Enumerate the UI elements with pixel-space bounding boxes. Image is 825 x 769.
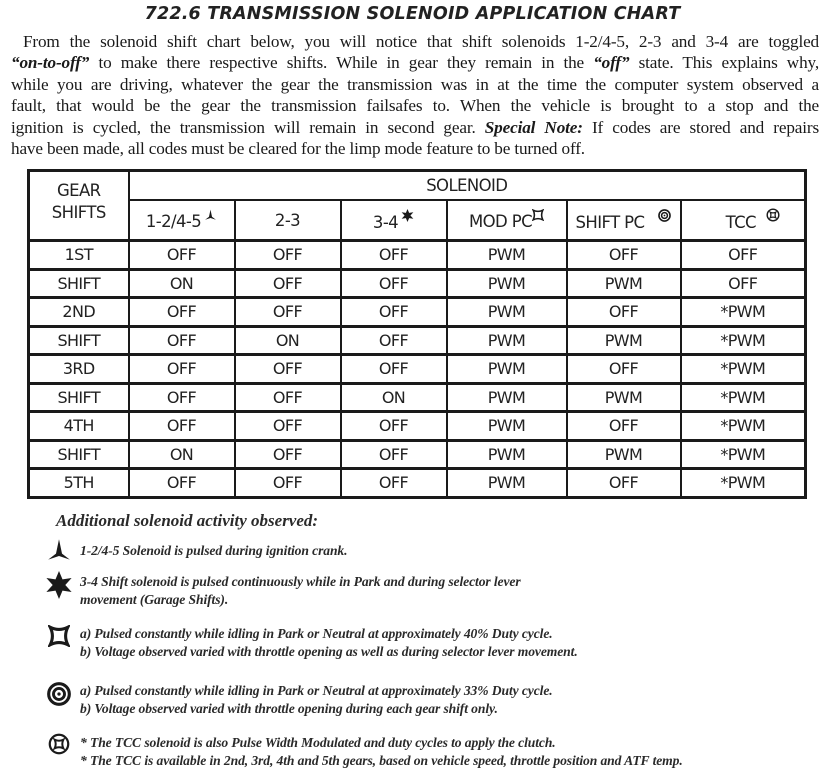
- intro-line: “on-to-off” to make there respective shifts. While in gear they remain in the “off” state. This explains why,: [11, 53, 819, 73]
- value-cell: PWM: [567, 326, 681, 355]
- table-row: [29, 383, 806, 412]
- note-item: 1-2/4-5 Solenoid is pulsed during ignition crank.: [80, 543, 348, 558]
- value-cell: ON: [129, 440, 235, 469]
- table-row: [29, 412, 806, 441]
- value-cell: OFF: [235, 383, 341, 412]
- value-cell: OFF: [235, 269, 341, 298]
- value-cell: OFF: [341, 412, 447, 441]
- value-cell: OFF: [235, 440, 341, 469]
- value-cell: PWM: [447, 326, 567, 355]
- gear-cell: SHIFT: [29, 269, 129, 298]
- concave-square-icon: [532, 210, 544, 225]
- value-cell: PWM: [447, 269, 567, 298]
- gear-cell: 4TH: [29, 412, 129, 441]
- intro-line: fault, that would be the gear the transmission failsafes to. When the vehicle is brought to a stop and the: [11, 96, 819, 116]
- value-cell: OFF: [567, 469, 681, 498]
- lifebuoy-icon: [48, 733, 70, 755]
- column-header-2-3: 2-3: [235, 200, 341, 241]
- value-cell: OFF: [129, 355, 235, 384]
- value-cell: PWM: [447, 440, 567, 469]
- value-cell: OFF: [235, 355, 341, 384]
- value-cell: OFF: [129, 383, 235, 412]
- value-cell: PWM: [447, 383, 567, 412]
- value-cell: OFF: [129, 298, 235, 327]
- value-cell: OFF: [681, 269, 806, 298]
- value-cell: *PWM: [681, 298, 806, 327]
- gear-cell: 1ST: [29, 241, 129, 270]
- page-title: 722.6 TRANSMISSION SOLENOID APPLICATION CHART: [144, 4, 681, 24]
- value-cell: ON: [129, 269, 235, 298]
- value-cell: OFF: [341, 298, 447, 327]
- column-header-mod-pc: MOD PC: [447, 200, 567, 241]
- intro-line: while you are driving, whatever the gear the transmission was in at the time the computer system observed a: [11, 74, 819, 94]
- value-cell: OFF: [235, 412, 341, 441]
- value-cell: OFF: [567, 355, 681, 384]
- column-header-1-2-4-5: 1-2/4-5: [129, 200, 235, 241]
- note-item: 3-4 Shift solenoid is pulsed continuously while in Park and during selector lever movement (Garage Shifts).: [80, 574, 521, 607]
- gear-cell: 2ND: [29, 298, 129, 327]
- note-item: * The TCC solenoid is also Pulse Width Modulated and duty cycles to apply the clutch. * The TCC is available in 2nd, 3rd, 4th and 5th gears, based on vehicle speed, throttle position and ATF temp.: [80, 735, 683, 768]
- note-item: a) Pulsed constantly while idling in Park or Neutral at approximately 40% Duty cycle. b) Voltage observed varied with throttle opening as well as during selector lever movement.: [80, 626, 578, 659]
- value-cell: PWM: [447, 355, 567, 384]
- value-cell: *PWM: [681, 326, 806, 355]
- value-cell: PWM: [567, 440, 681, 469]
- value-cell: ON: [341, 383, 447, 412]
- table-row: [29, 241, 806, 270]
- gear-cell: 3RD: [29, 355, 129, 384]
- intro-line: From the solenoid shift chart below, you will notice that shift solenoids 1-2/4-5, 2-3 and 3-4 are toggled: [23, 32, 819, 51]
- six-point-star-icon: [45, 571, 73, 599]
- gear-cell: 5TH: [29, 469, 129, 498]
- value-cell: *PWM: [681, 412, 806, 441]
- value-cell: ON: [235, 326, 341, 355]
- table-row: [29, 440, 806, 469]
- notes-title: Additional solenoid activity observed:: [56, 511, 319, 530]
- intro-line: have been made, all codes must be cleared for the limp mode feature to be turned off.: [11, 139, 585, 159]
- value-cell: PWM: [447, 412, 567, 441]
- value-cell: OFF: [567, 241, 681, 270]
- special-note-label: Special Note:: [484, 117, 583, 137]
- value-cell: OFF: [341, 469, 447, 498]
- value-cell: *PWM: [681, 383, 806, 412]
- intro-line: ignition is cycled, the transmission will remain in second gear. Special Note: If codes are stored and repairs: [11, 117, 819, 137]
- value-cell: PWM: [447, 469, 567, 498]
- gear-shifts-header: GEAR SHIFTS: [29, 171, 129, 241]
- value-cell: OFF: [235, 298, 341, 327]
- value-cell: *PWM: [681, 469, 806, 498]
- concave-square-icon: [48, 625, 70, 647]
- table-row: [29, 269, 806, 298]
- column-header-shift-pc: SHIFT PC: [567, 200, 681, 241]
- target-icon: [658, 211, 671, 226]
- lifebuoy-icon: [766, 211, 780, 226]
- value-cell: OFF: [567, 298, 681, 327]
- value-cell: *PWM: [681, 440, 806, 469]
- solenoid-header: SOLENOID: [129, 171, 806, 201]
- value-cell: OFF: [681, 241, 806, 270]
- solenoid-application-table: [27, 169, 807, 499]
- tri-star-icon: [204, 210, 217, 225]
- column-header-tcc: TCC: [681, 200, 806, 241]
- value-cell: *PWM: [681, 355, 806, 384]
- intro-paragraph: [11, 31, 819, 159]
- table-row: [29, 298, 806, 327]
- note-item: a) Pulsed constantly while idling in Park or Neutral at approximately 33% Duty cycle. b) Voltage observed varied with throttle opening during each gear shift only.: [80, 683, 553, 716]
- value-cell: OFF: [341, 241, 447, 270]
- value-cell: OFF: [567, 412, 681, 441]
- value-cell: PWM: [567, 269, 681, 298]
- value-cell: OFF: [341, 440, 447, 469]
- value-cell: OFF: [341, 269, 447, 298]
- value-cell: OFF: [341, 355, 447, 384]
- column-header-3-4: 3-4: [341, 200, 447, 241]
- value-cell: PWM: [447, 241, 567, 270]
- target-icon: [47, 682, 71, 706]
- gear-cell: SHIFT: [29, 383, 129, 412]
- table-row: [29, 469, 806, 498]
- gear-cell: SHIFT: [29, 326, 129, 355]
- value-cell: PWM: [447, 298, 567, 327]
- value-cell: OFF: [129, 241, 235, 270]
- value-cell: OFF: [235, 469, 341, 498]
- six-point-star-icon: [401, 211, 414, 226]
- value-cell: OFF: [235, 241, 341, 270]
- value-cell: OFF: [129, 412, 235, 441]
- gear-cell: SHIFT: [29, 440, 129, 469]
- table-row: [29, 326, 806, 355]
- value-cell: OFF: [129, 326, 235, 355]
- value-cell: OFF: [341, 326, 447, 355]
- value-cell: PWM: [567, 383, 681, 412]
- tri-star-icon: [47, 538, 71, 562]
- table-row: [29, 355, 806, 384]
- value-cell: OFF: [129, 469, 235, 498]
